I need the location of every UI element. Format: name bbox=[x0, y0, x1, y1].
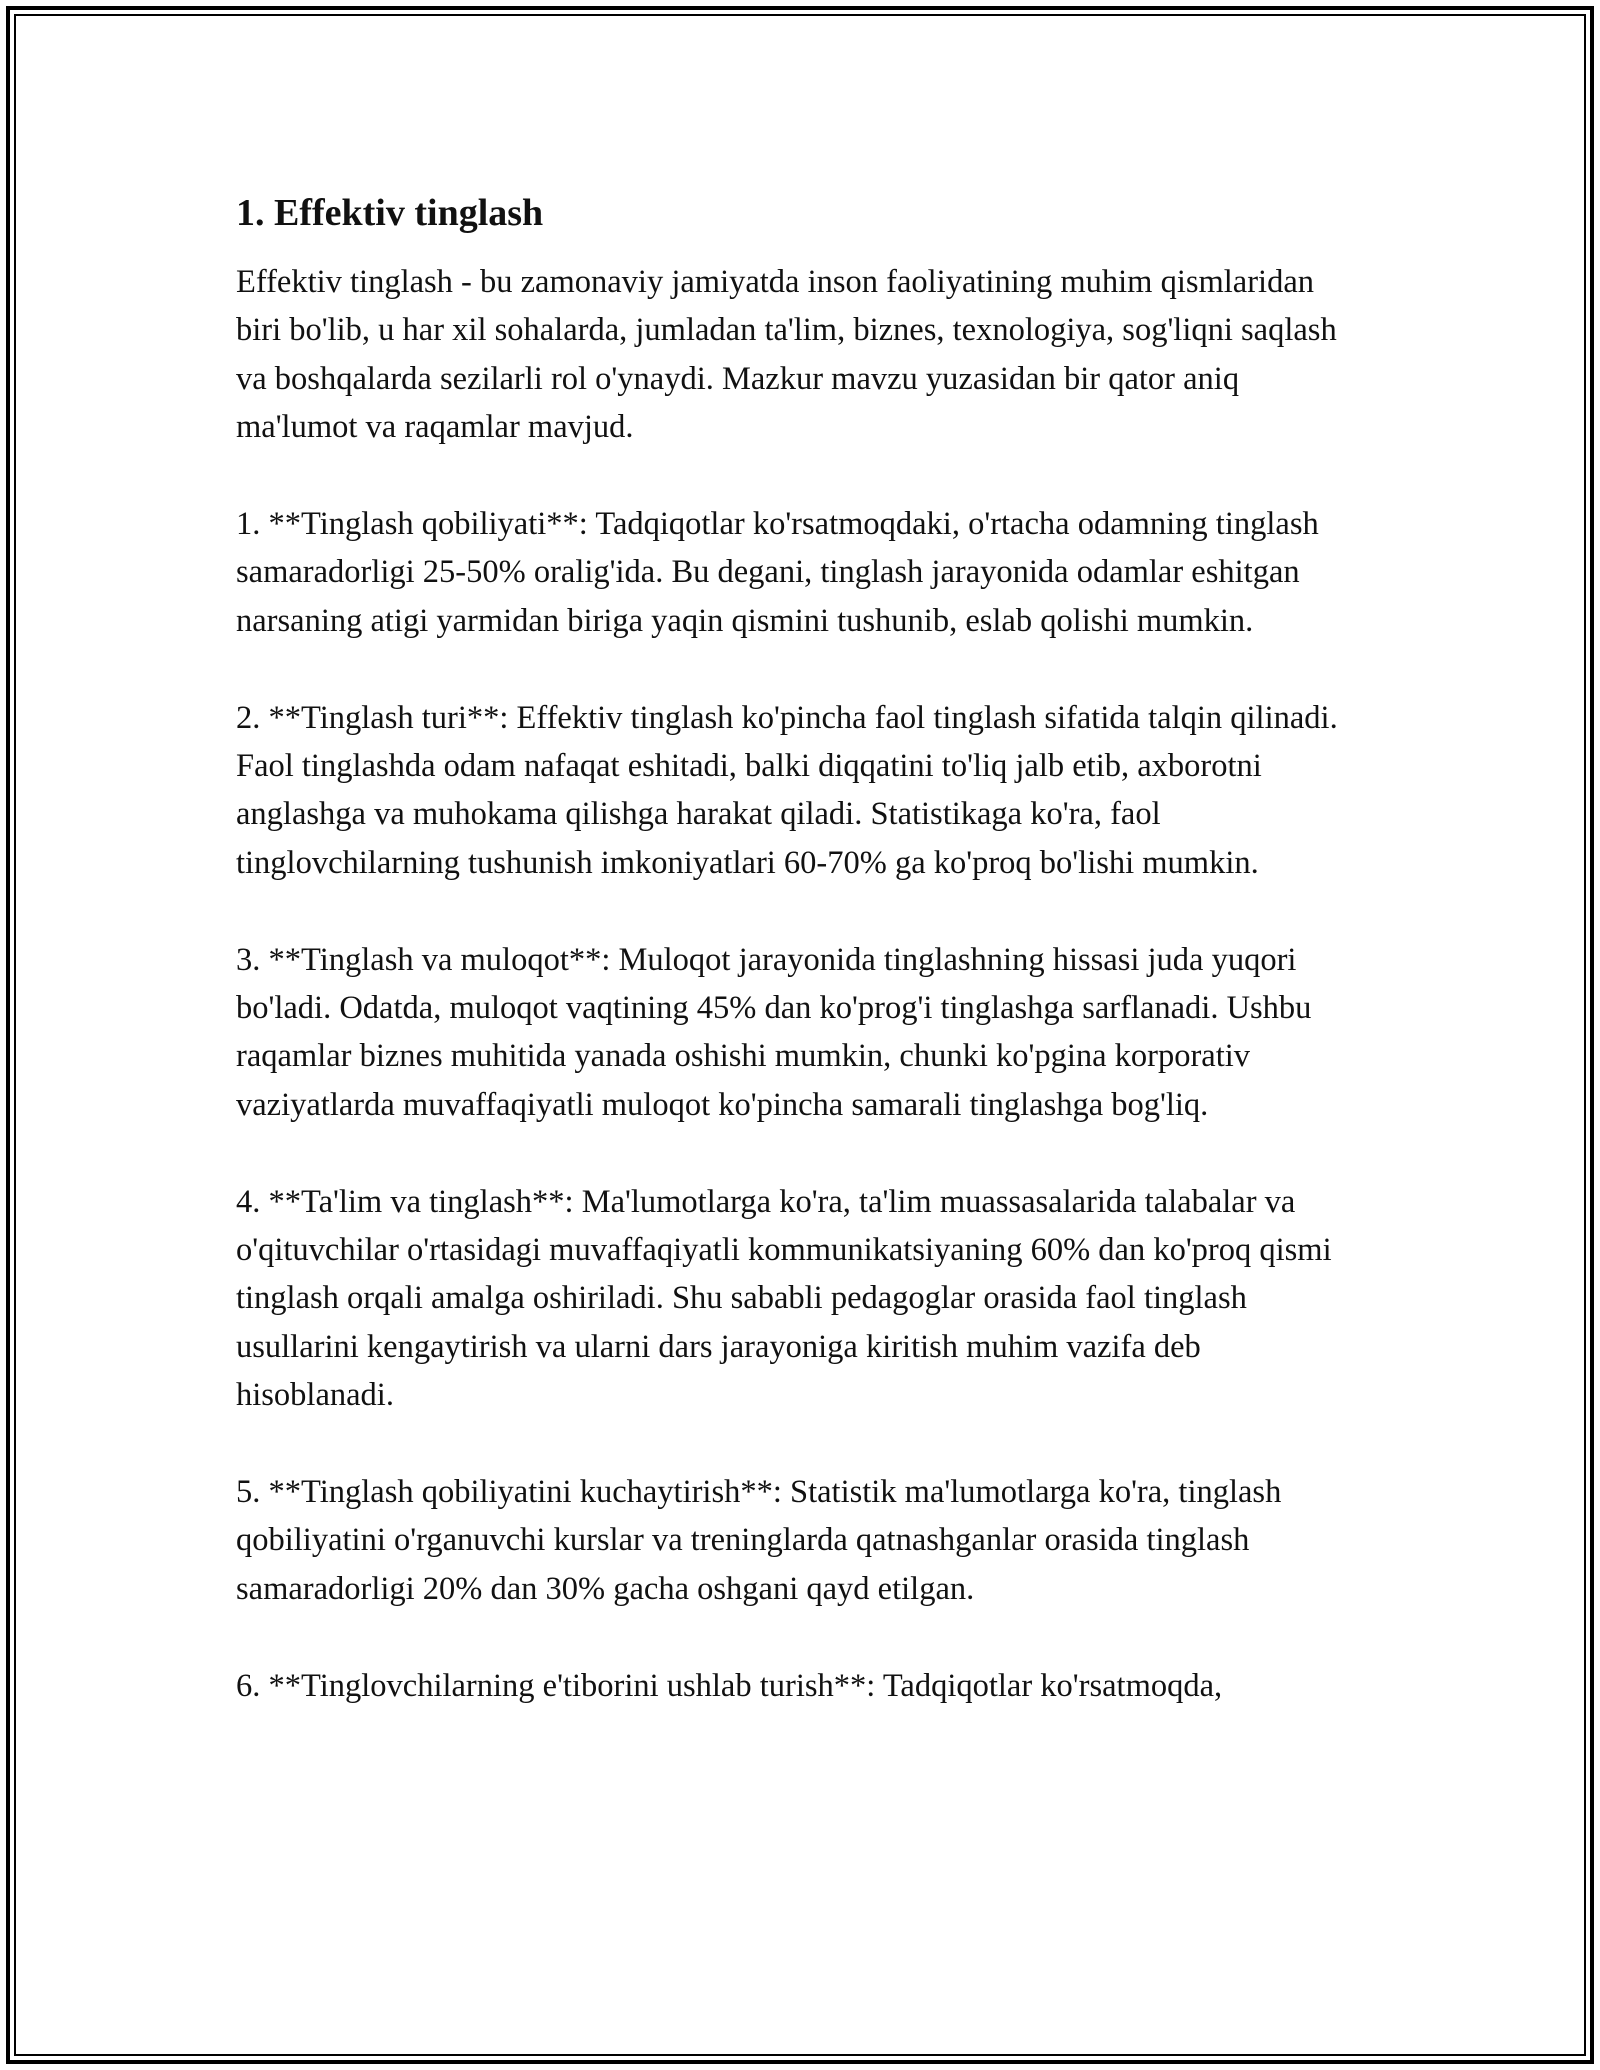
list-item: 6. **Tinglovchilarning e'tiborini ushlab turish**: Tadqiqotlar ko'rsatmoqda, bbox=[236, 1667, 1223, 1704]
list-item: 2. **Tinglash turi**: Effektiv tinglash ko'pincha faol tinglash sifatida talqin qilinadi. Faol tinglashda odam nafaqat eshitadi, balki diqqatini to'liq jalb etib, axborotni anglashga va muhokama qilishga harakat qiladi. Statistikaga ko'ra, faol tinglovchilarning tushunish imkoniyatlari 60-70% ga ko'proq bo'lishi mumkin. bbox=[236, 699, 1338, 881]
list-item: 5. **Tinglash qobiliyatini kuchaytirish**: Statistik ma'lumotlarga ko'ra, tinglash qobiliyatini o'rganuvchi kurslar va treninglarda qatnashganlar orasida tinglash samaradorligi 20% dan 30% gacha oshgani qayd etilgan. bbox=[236, 1474, 1282, 1607]
document-body bbox=[236, 186, 1366, 1710]
list-item: 4. **Ta'lim va tinglash**: Ma'lumotlarga ko'ra, ta'lim muassasalarida talabalar va o'qituvchilar o'rtasidagi muvaffaqiyatli kommunikatsiyaning 60% dan ko'proq qismi tinglash orqali amalga oshiriladi. Shu sababli pedagoglar orasida faol tinglash usullarini kengaytirish va ularni dars jarayoniga kiritish muhim vazifa deb hisoblanadi. bbox=[236, 1183, 1332, 1414]
intro-paragraph: Effektiv tinglash - bu zamonaviy jamiyatda inson faoliyatining muhim qismlaridan biri bo'lib, u har xil sohalarda, jumladan ta'lim, biznes, texnologiya, sog'liqni saqlash va boshqalarda sezilarli rol o'ynaydi. Mazkur mavzu yuzasidan bir qator aniq ma'lumot va raqamlar mavjud. bbox=[236, 264, 1337, 446]
list-item: 1. **Tinglash qobiliyati**: Tadqiqotlar ko'rsatmoqdaki, o'rtacha odamning tinglash samaradorligi 25-50% oralig'ida. Bu degani, tinglash jarayonida odamlar eshitgan narsaning atigi yarmidan biriga yaqin qismini tushunib, eslab qolishi mumkin. bbox=[236, 506, 1319, 639]
list-item: 3. **Tinglash va muloqot**: Muloqot jarayonida tinglashning hissasi juda yuqori bo'ladi. Odatda, muloqot vaqtining 45% dan ko'prog'i tinglashga sarflanadi. Ushbu raqamlar biznes muhitida yanada oshishi mumkin, chunki ko'pgina korporativ vaziyatlarda muvaffaqiyatli muloqot ko'pincha samarali tinglashga bog'liq. bbox=[236, 941, 1312, 1123]
document-title: 1. Effektiv tinglash bbox=[236, 192, 544, 234]
